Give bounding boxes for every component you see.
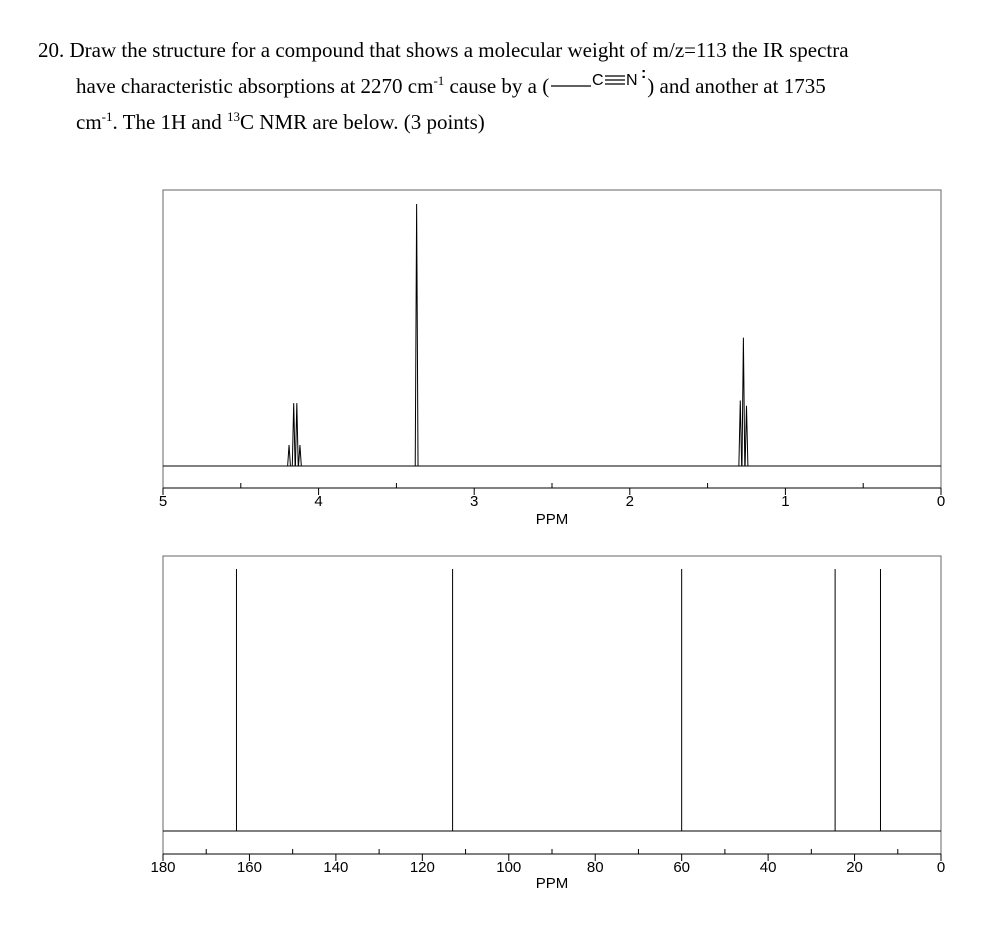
c13-tick-label: 20: [846, 859, 863, 876]
c13-tick-label: 0: [936, 859, 946, 876]
question-line-3-text-b: . The 1H and: [112, 110, 228, 134]
question-line-3-text-c: C NMR are below. (3 points): [240, 110, 485, 134]
h1-peak: [415, 204, 418, 466]
h1-tick-label: 1: [781, 493, 790, 510]
c13-tick-label: 100: [496, 859, 522, 876]
h1-peak: [292, 403, 295, 466]
h1-tick-label: 0: [936, 493, 946, 510]
h1-peak: [295, 403, 298, 466]
superscript: 13: [227, 109, 241, 124]
h1-nmr-spectrum: [159, 190, 945, 528]
h1-peak: [288, 445, 291, 466]
c13-nmr-spectrum: [150, 556, 945, 892]
superscript: -1: [433, 73, 445, 88]
question-line-2-text-b: cause by a (: [444, 74, 550, 98]
question-number: 20.: [38, 38, 65, 62]
superscript: -1: [101, 109, 113, 124]
question-line-2-text-c: ) and another at 1735: [647, 74, 826, 98]
h1-tick-label: 5: [158, 493, 168, 510]
c13-plot-frame: [163, 556, 941, 854]
h1-peak: [739, 401, 742, 467]
c13-tick-label: 40: [759, 859, 777, 876]
h1-peak: [745, 406, 748, 466]
c13-tick-label: 160: [236, 859, 262, 876]
c13-peaks: [236, 569, 880, 831]
nitrogen-label: N: [626, 72, 638, 89]
h1-plot-frame: [163, 190, 941, 488]
c13-tick-label: 60: [673, 859, 691, 876]
h1-tick-label: 4: [314, 493, 323, 510]
h1-x-axis-label: PPM: [535, 511, 569, 528]
h1-peak: [299, 445, 302, 466]
lone-pair-label: :: [641, 65, 647, 82]
h1-ticks: [159, 483, 945, 510]
c13-tick-label: 120: [409, 859, 435, 876]
c13-tick-label: 140: [323, 859, 349, 876]
c13-x-axis-label: PPM: [535, 875, 569, 892]
question-line-1-text: Draw the structure for a compound that shows a molecular weight of m/z=113 the IR spectra: [69, 38, 849, 62]
h1-tick-label: 3: [470, 493, 479, 510]
c13-tick-label: 80: [586, 859, 604, 876]
c13-tick-label: 180: [150, 859, 176, 876]
c13-ticks: [150, 849, 945, 876]
h1-peaks: [288, 204, 748, 466]
question-line-3-text-a: cm: [76, 110, 102, 134]
carbon-label: C: [592, 72, 604, 89]
h1-tick-label: 2: [625, 493, 634, 510]
h1-peak: [742, 338, 745, 466]
question-line-2-text-a: have characteristic absorptions at 2270 cm: [76, 74, 434, 98]
